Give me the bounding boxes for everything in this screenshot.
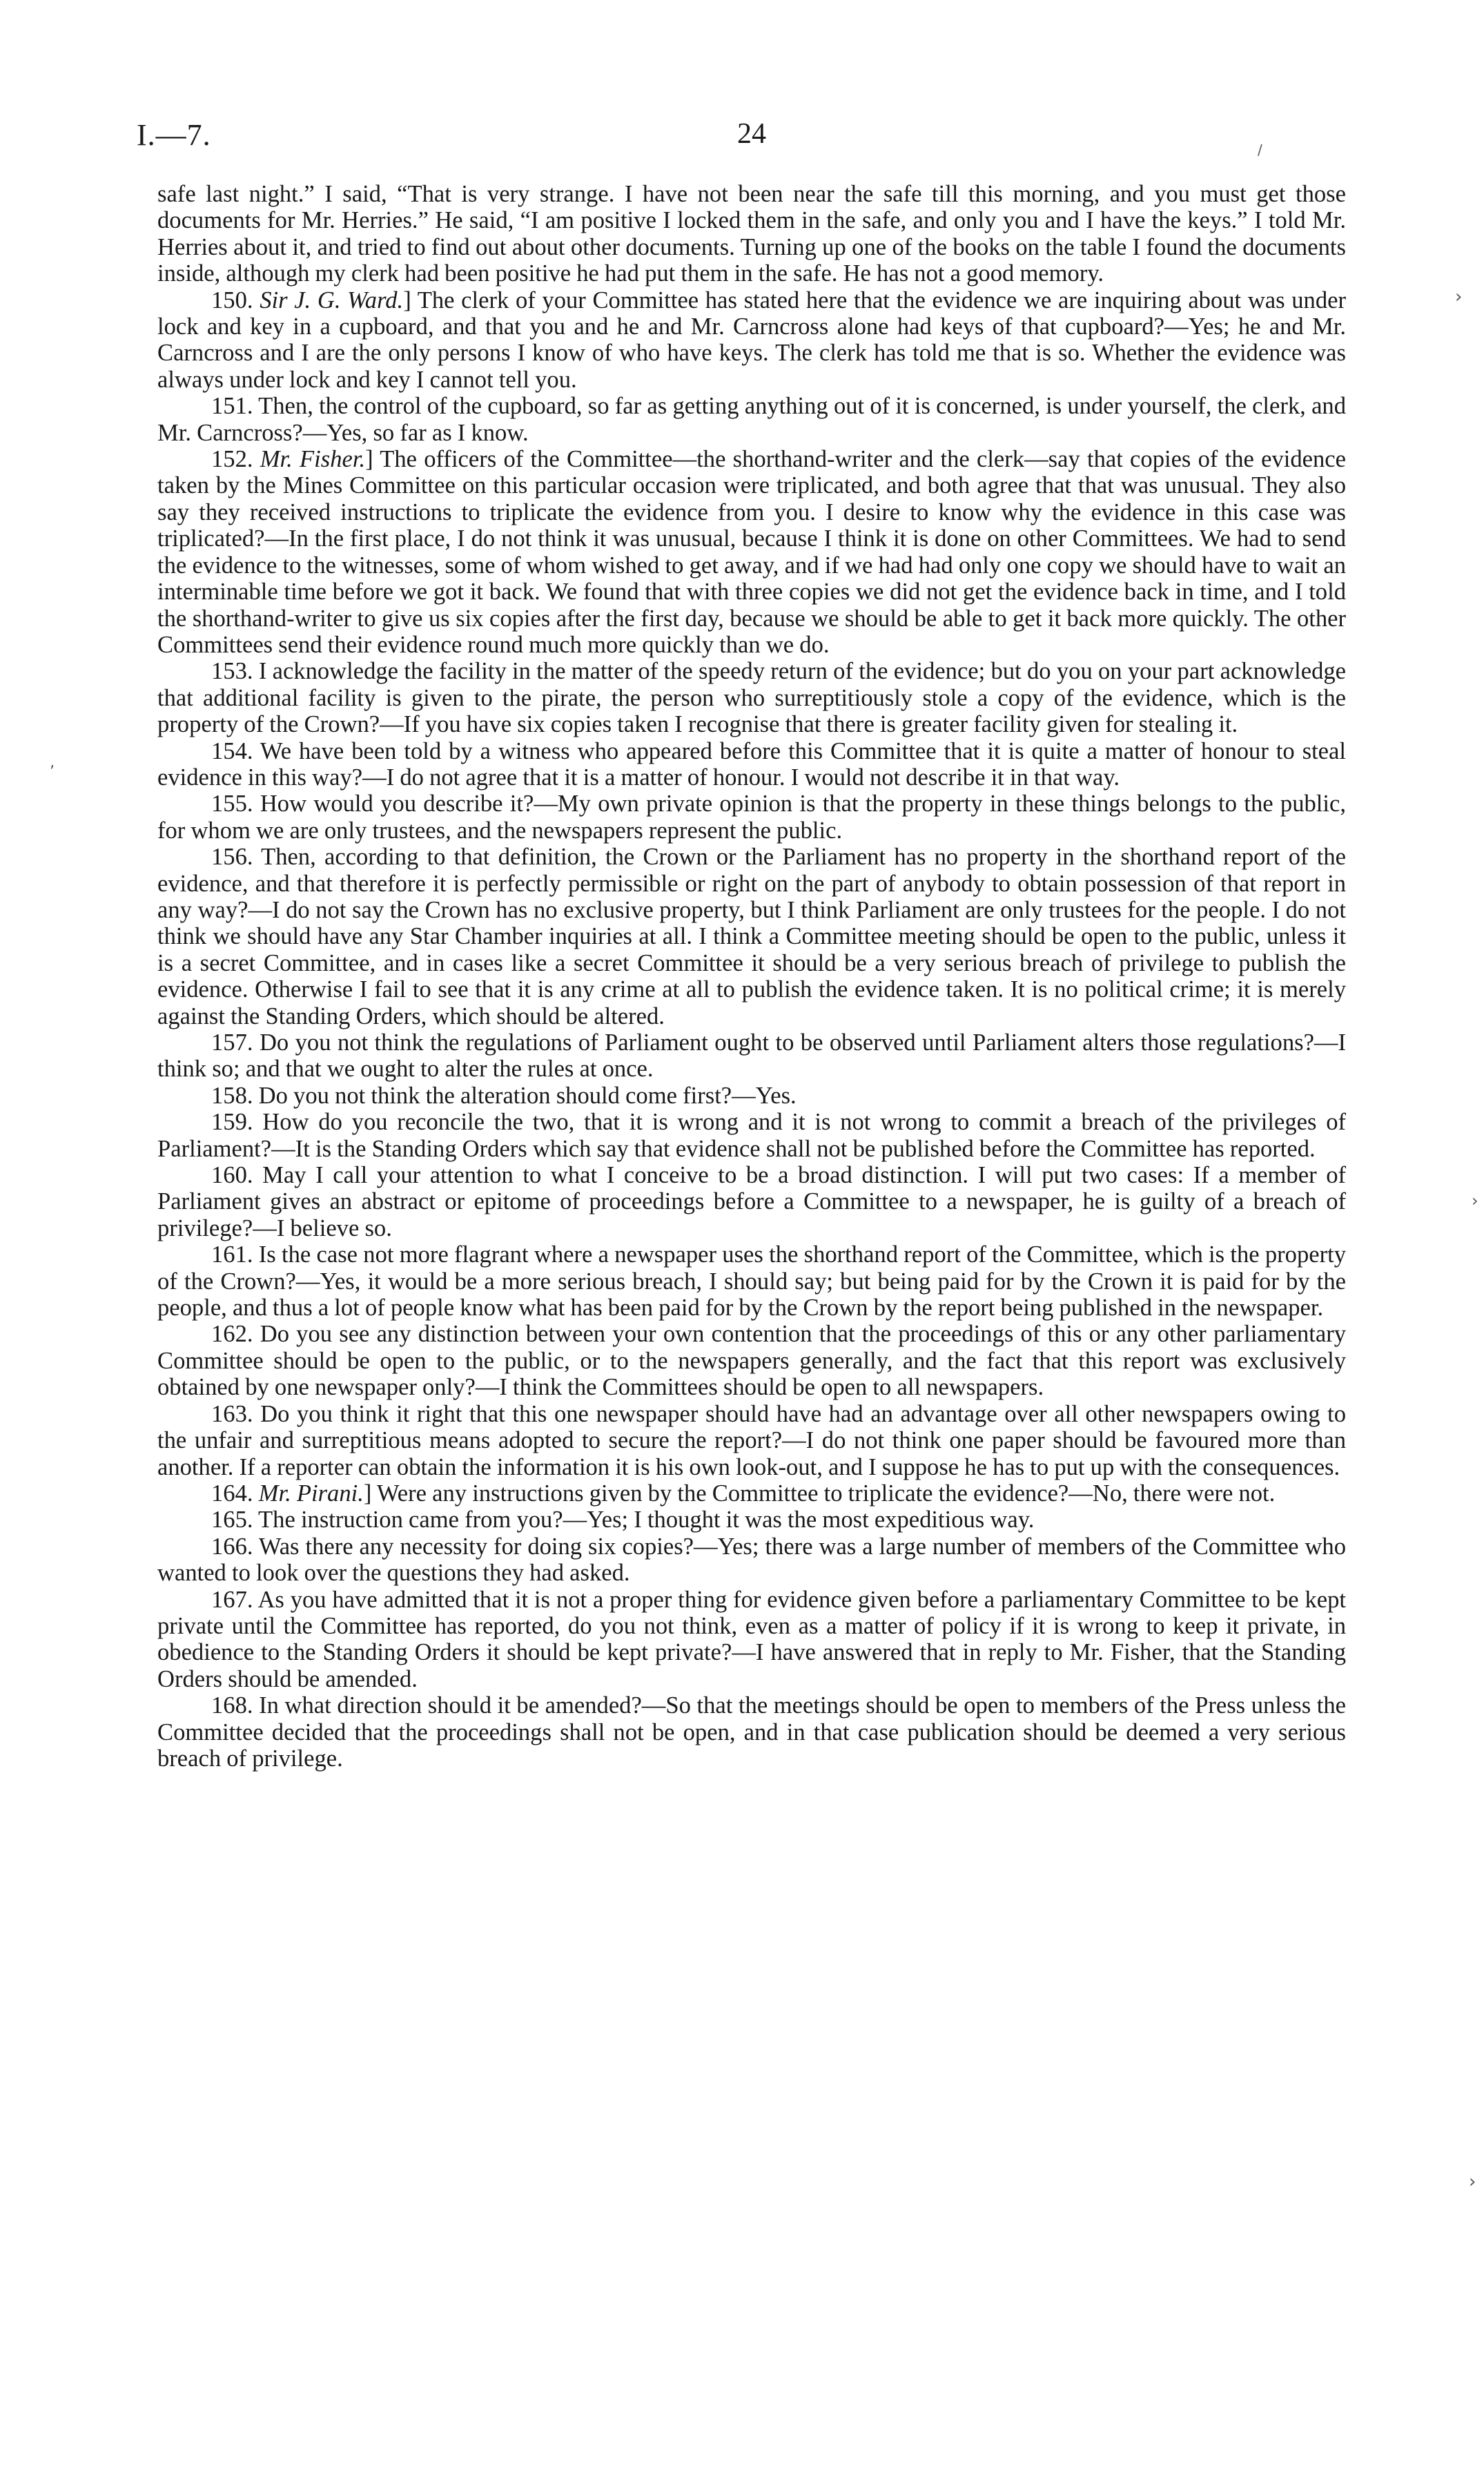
question-152 [157, 446, 1346, 658]
question-number: 161. [211, 1241, 259, 1268]
question-163 [157, 1401, 1346, 1480]
question-number: 150. [211, 287, 260, 313]
paragraph-text: Do you see any distinction between your own contention that the proceedings of this or any other parliamentary Committee should be open to the public, or to the newspapers generally, and the fact that this report was exclusively obtained by one newspaper only?—I think the Committees should be open to all newspapers. [157, 1321, 1347, 1401]
question-number: 152. [211, 446, 260, 473]
question-number: 155. [211, 791, 260, 817]
question-number: 165. [211, 1507, 259, 1533]
question-number: 153. [211, 658, 259, 685]
margin-mark: ‚ [50, 754, 55, 771]
paragraph-text: Do you think it right that this one newspaper should have had an advantage over all other newspapers owing to the unfair and surreptitious means adopted to secure the report?—I do not think one paper should be favoured more than another. If a reporter can obtain the information it is his own look-out, and I suppose he has to put up with the consequences. [157, 1400, 1346, 1480]
question-167 [157, 1587, 1346, 1693]
question-number: 159. [211, 1109, 263, 1136]
paragraph-text: Then, the control of the cupboard, so far as getting anything out of it is concerned, is under yourself, the clerk, and Mr. Carncross?—Yes, so far as I know. [157, 393, 1346, 446]
question-155 [157, 791, 1346, 844]
question-168 [157, 1692, 1346, 1772]
margin-mark: › [1469, 2171, 1476, 2192]
paragraph-text: Then, according to that definition, the Crown or the Parliament has no property in the shorthand report of the evidence, and that therefore it is perfectly permissible or right on the part of anybody to obtain possession of that report in any way?—I do not say the Crown has no exclusive property, but I think Parliament are only trustees for the people. I do not think we should have any Star Chamber inquiries at all. I think a Committee meeting should be open to the public, unless it is a secret Committee, and in cases like a secret Committee it should be a very serious breach of privilege to publish the evidence. Otherwise I fail to see that it is any crime at all to publish the evidence taken. It is no political crime; it is merely against the Standing Orders, which should be altered. [157, 844, 1346, 1029]
paragraph-text: ] The officers of the Committee—the shorthand-writer and the clerk—say that copies of the evidence taken by the Mines Committee on this particular occasion were triplicated, and both agree that that was unusual. They also say they received instructions to triplicate the evidence from you. I desire to know why the evidence in this case was triplicated?—In the first place, I do not think it was unusual, because I think it is done on other Committees. We had to send the evidence to the witnesses, some of whom wished to get away, and if we had had only one copy we should have to wait an interminable time before we got it back. We found that with three copies we did not get the evidence back in time, and I told the shorthand-writer to give us six copies after the first day, because we should be able to get it back more quickly. The other Committees send their evidence round much more quickly than we do. [157, 446, 1346, 658]
question-number: 163. [211, 1400, 261, 1427]
margin-mark: / [1258, 142, 1262, 158]
paragraph-text: In what direction should it be amended?—So that the meetings should be open to members of the Press unless the Committee decided that the proceedings shall not be open, and in that case publication should be deemed a very serious breach of privilege. [157, 1692, 1347, 1772]
question-number: 162. [211, 1321, 260, 1348]
paragraph-text: Do you not think the regulations of Parliament ought to be observed until Parliament alters those regulations?—I think so; and that we ought to alter the rules at once. [157, 1029, 1347, 1083]
paragraph-text: Is the case not more flagrant where a newspaper uses the shorthand report of the Committee, which is the property of the Crown?—Yes, it would be a more serious breach, I should say; but being paid for by the Crown it is paid for by the people, and thus a lot of people know what has been paid for by the Crown by the report being published in the newspaper. [157, 1241, 1347, 1322]
testimony-body [157, 181, 1346, 1772]
paragraph-text: Do you not think the alteration should come first?—Yes. [258, 1082, 797, 1109]
page-number: 24 [737, 118, 766, 150]
paragraph-text: safe last night.” I said, “That is very strange. I have not been near the safe till this morning, and you must get those documents for Mr. Herries.” He said, “I am positive I locked them in the safe, and only you and I have the keys.” I told Mr. Herries about it, and tried to find out about other documents. Turning up one of the books on the table I found the documents inside, although my clerk had been positive he had put them in the safe. He has not a good memory. [157, 181, 1346, 287]
question-151 [157, 393, 1346, 446]
question-156 [157, 844, 1346, 1029]
speaker-name: Mr. Fisher. [260, 446, 366, 473]
paragraph-text: The instruction came from you?—Yes; I thought it was the most expeditious way. [258, 1507, 1035, 1533]
paragraph-text: We have been told by a witness who appeared before this Committee that it is quite a matter of honour to steal evidence in this way?—I do not agree that it is a matter of honour. I would not describe it in that way. [157, 737, 1346, 791]
paragraph-text: How do you reconcile the two, that it is wrong and it is not wrong to commit a breach of the privileges of Parliament?—It is the Standing Orders which say that evidence shall not be published before the Committee has reported. [157, 1109, 1346, 1162]
question-number: 154. [211, 737, 260, 764]
paper-reference: I.—7. [137, 118, 211, 152]
question-number: 156. [211, 844, 262, 871]
question-164 [157, 1480, 1346, 1507]
paragraph-text: ] Were any instructions given by the Committee to triplicate the evidence?—No, there were not. [363, 1480, 1276, 1507]
page-header [137, 117, 1351, 159]
paragraph-text: Was there any necessity for doing six copies?—Yes; there was a large number of members of the Committee who wanted to look over the questions they had asked. [157, 1533, 1346, 1587]
question-154 [157, 738, 1346, 791]
paragraph-continuation [157, 181, 1346, 287]
speaker-name: Sir J. G. Ward. [260, 287, 404, 313]
question-166 [157, 1533, 1346, 1587]
question-number: 151. [211, 393, 259, 420]
question-number: 158. [211, 1082, 259, 1109]
question-number: 157. [211, 1029, 260, 1056]
paragraph-text: I acknowledge the facility in the matter of the speedy return of the evidence; but do you on your part acknowledge that additional facility is given to the pirate, the person who surreptitiously stole a copy of the evidence, which is the property of the Crown?—If you have six copies taken I recognise that there is greater facility given for stealing it. [157, 658, 1347, 738]
question-number: 167. [211, 1586, 258, 1613]
question-number: 168. [211, 1692, 260, 1719]
speaker-name: Mr. Pirani. [258, 1480, 364, 1507]
margin-mark: › [1472, 1191, 1478, 1210]
question-161 [157, 1241, 1346, 1321]
question-150 [157, 287, 1346, 394]
paragraph-text: As you have admitted that it is not a proper thing for evidence given before a parliamentary Committee to be kept private until the Committee has reported, do you not think, even as a matter of policy if it is wrong to keep it private, in obedience to the Standing Orders it should be kept private?—I have answered that in reply to Mr. Fisher, that the Standing Orders should be amended. [157, 1586, 1346, 1692]
question-157 [157, 1029, 1346, 1083]
paragraph-text: How would you describe it?—My own private opinion is that the property in these things belongs to the public, for whom we are only trustees, and the newspapers represent the public. [157, 791, 1347, 844]
question-158 [157, 1083, 1346, 1109]
question-162 [157, 1321, 1346, 1400]
question-153 [157, 658, 1346, 737]
paragraph-text: ] The clerk of your Committee has stated here that the evidence we are inquiring about was under lock and key in a cupboard, and that you and he and Mr. Carncross alone had keys of that cupboard?—Yes; he and Mr. Carncross and I are the only persons I know of who have keys. The clerk has told me that is so. Whether the evidence was always under lock and key I cannot tell you. [157, 287, 1346, 393]
question-160 [157, 1162, 1346, 1241]
margin-mark: › [1455, 287, 1463, 307]
question-number: 164. [211, 1480, 259, 1507]
question-number: 166. [211, 1533, 259, 1560]
question-159 [157, 1109, 1346, 1162]
paragraph-text: May I call your attention to what I conceive to be a broad distinction. I will put two cases: If a member of Parliament gives an abstract or epitome of proceedings before a Committee to a newspaper, he is guilty of a breach of privilege?—I believe so. [157, 1162, 1347, 1241]
question-165 [157, 1507, 1346, 1533]
question-number: 160. [211, 1162, 263, 1189]
